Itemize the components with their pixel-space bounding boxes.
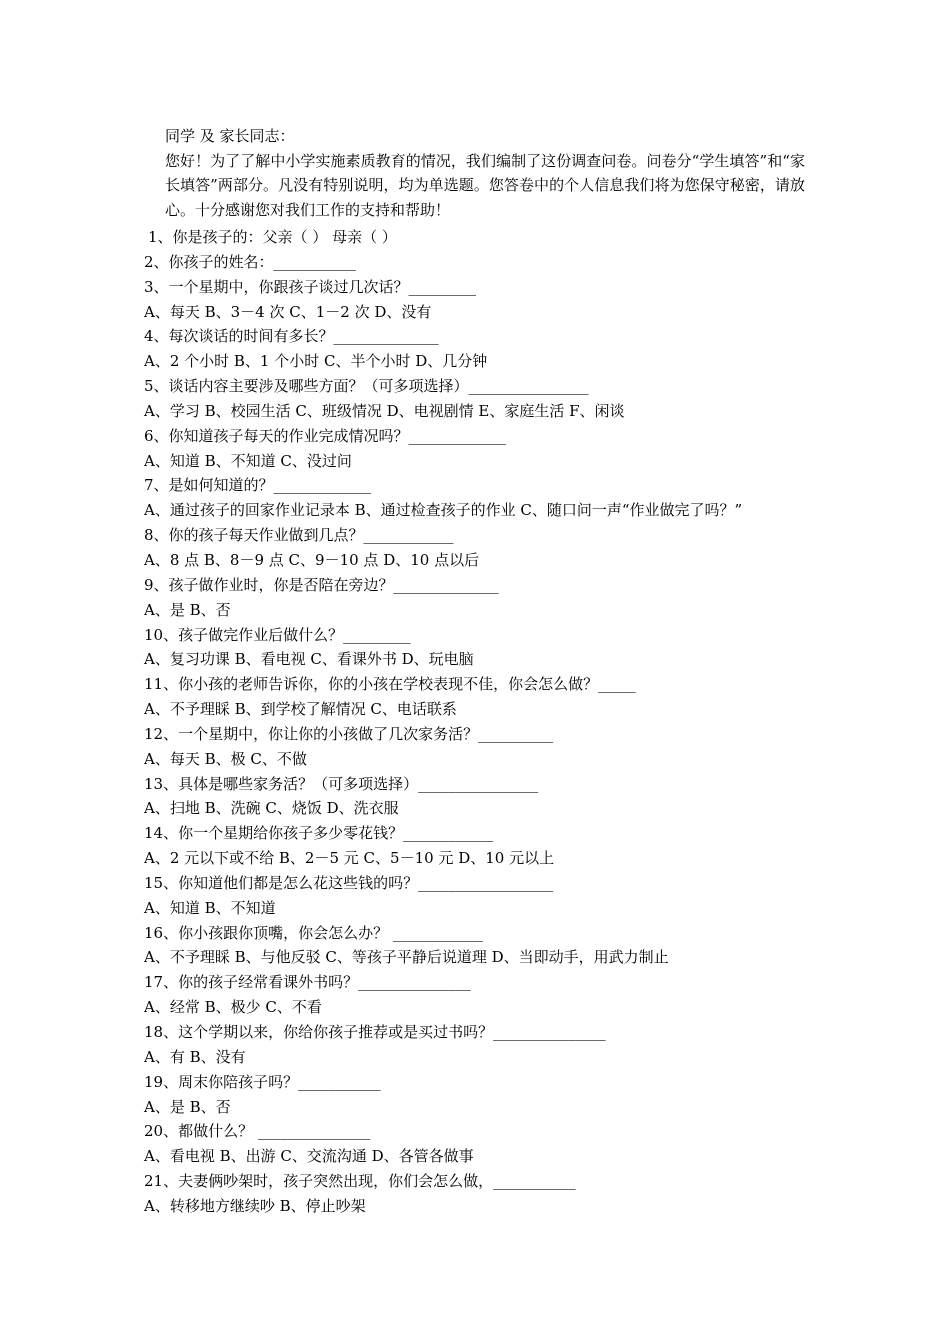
intro-text: 您好！为了了解中小学实施素质教育的情况，我们编制了这份调查问卷。问卷分“学生填答”和“家长填答”两部分。凡没有特别说明，均为单选题。您答卷中的个人信息我们将为您保守秘密，请放心。十分感谢您对我们工作的支持和帮助！ [165,151,805,219]
answer-options: A、知道 B、不知道 C、没过问 [144,451,352,470]
answer-options: A、扫地 B、洗碗 C、烧饭 D、洗衣服 [144,799,399,818]
answer-options: A、是 B、否 [144,1097,231,1116]
question-line: 19、周末你陪孩子吗？___________ [144,1072,381,1091]
question-line: 18、这个学期以来，你给你孩子推荐或是买过书吗？_______________ [144,1023,606,1041]
question-line: 4、每次谈话的时间有多长？______________ [144,327,439,346]
question-list [144,225,824,1219]
answer-options: A、转移地方继续吵 B、停止吵架 [144,1196,366,1215]
answer-options: A、2 个小时 B、1 个小时 C、半个小时 D、几分钟 [144,352,488,371]
answer-options: A、不予理睬 B、与他反驳 C、等孩子平静后说道理 D、当即动手，用武力制止 [144,948,669,967]
greeting: 同学 及 家长同志： [165,127,295,145]
question-line: 7、是如何知道的？_____________ [144,476,372,495]
question-line: 8、你的孩子每天作业做到几点？____________ [144,526,454,545]
question-line: 15、你知道他们都是怎么花这些钱的吗？__________________ [144,873,554,892]
question-line: 12、一个星期中，你让你的小孩做了几次家务活？__________ [144,724,554,743]
answer-options: A、学习 B、校园生活 C、班级情况 D、电视剧情 E、家庭生活 F、闲谈 [144,401,625,420]
answer-options: A、是 B、否 [144,600,231,619]
question-line: 20、都做什么？ _______________ [144,1122,371,1141]
answer-options: A、经常 B、极少 C、不看 [144,998,322,1017]
question-line: 13、具体是哪些家务活？（可多项选择）________________ [144,774,539,793]
answer-options: A、每天 B、3－4 次 C、1－2 次 D、没有 [144,302,432,321]
question-line: 11、你小孩的老师告诉你，你的小孩在学校表现不佳，你会怎么做？_____ [144,675,636,694]
question-line: 9、孩子做作业时，你是否陪在旁边？______________ [144,575,499,594]
answer-options: A、2 元以下或不给 B、2－5 元 C、5－10 元 D、10 元以上 [144,849,555,868]
answer-options: A、通过孩子的回家作业记录本 B、通过检查孩子的作业 C、随口问一声“作业做完了吗？” [144,501,743,520]
question-line: 14、你一个星期给你孩子多少零花钱？____________ [144,824,494,843]
question-line: 16、你小孩跟你顶嘴，你会怎么办？ ____________ [144,923,483,942]
question-line: 5、谈话内容主要涉及哪些方面？（可多项选择）________________ [144,377,589,396]
answer-options: A、每天 B、极 C、不做 [144,749,307,768]
answer-options: A、有 B、没有 [144,1047,246,1066]
answer-options: A、复习功课 B、看电视 C、看课外书 D、玩电脑 [144,650,474,669]
question-line: 6、你知道孩子每天的作业完成情况吗？_____________ [144,426,507,445]
answer-options: A、不予理睬 B、到学校了解情况 C、电话联系 [144,700,457,719]
question-line: 17、你的孩子经常看课外书吗？_______________ [144,973,471,992]
answer-options: A、看电视 B、出游 C、交流沟通 D、各管各做事 [144,1147,474,1166]
question-line: 2、你孩子的姓名：___________ [144,252,357,271]
answer-options: A、8 点 B、8－9 点 C、9－10 点 D、10 点以后 [144,550,480,569]
question-line: 10、孩子做完作业后做什么？_________ [144,625,411,644]
answer-options: A、知道 B、不知道 [144,898,276,917]
intro-section [165,124,805,222]
question-line: 21、夫妻俩吵架时，孩子突然出现，你们会怎么做，___________ [144,1172,576,1191]
question-line: 3、一个星期中，你跟孩子谈过几次话？_________ [144,277,477,296]
question-line: 1、你是孩子的：父亲（ ） 母亲（ ） [148,228,397,246]
